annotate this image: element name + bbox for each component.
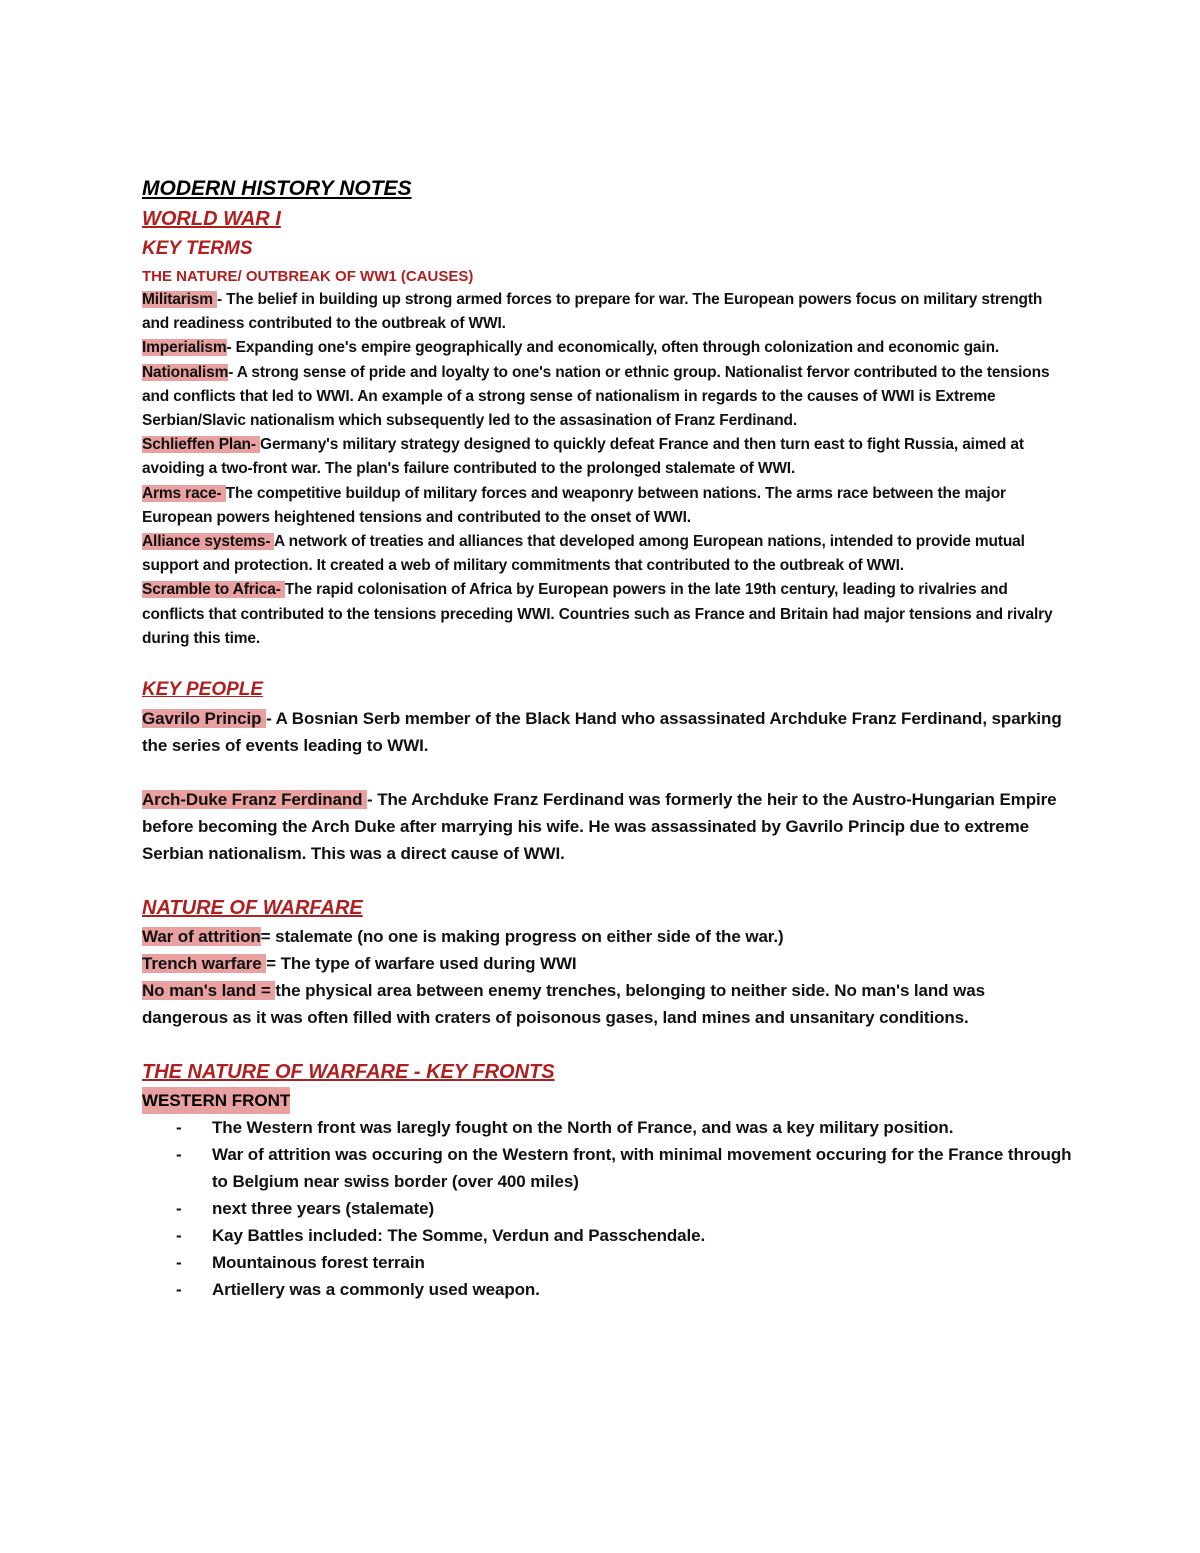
term-definition: Germany's military strategy designed to quickly defeat France and then turn east to fight Russia, aimed at avoiding a two-front war. The plan's failure contributed to the prolonged stalemate of WWI. <box>142 436 1024 478</box>
term-label: Nationalism <box>142 363 229 381</box>
document-title: MODERN HISTORY NOTES <box>142 177 412 200</box>
term-label: Militarism <box>142 291 218 308</box>
nature-of-warfare-section <box>142 893 1072 1031</box>
person-gavrilo-princip <box>142 705 1072 759</box>
warfare-war-of-attrition <box>142 923 1072 950</box>
dash-bullet: - <box>176 1145 182 1165</box>
warfare-term: No man's land = <box>142 981 276 1001</box>
list-item: - Kay Battles included: The Somme, Verdun and Passchendale. <box>142 1222 1072 1249</box>
term-label: Imperialism <box>142 339 227 357</box>
western-front-label: WESTERN FRONT <box>142 1087 290 1114</box>
person-description: - The Archduke Franz Ferdinand was formerly the heir to the Austro-Hungarian Empire before becoming the Arch Duke after marrying his wife. He was assassinated by Gavrilo Princip due to extreme Serbian nationalism. This was a direct cause of WWI. <box>142 790 1057 864</box>
warfare-no-mans-land <box>142 977 1072 1031</box>
term-label: Schlieffen Plan- <box>142 436 261 454</box>
document-page <box>142 174 1072 1303</box>
list-item: - next three years (stalemate) <box>142 1195 1072 1222</box>
warfare-definition: = The type of warfare used during WWI <box>266 954 577 974</box>
western-front-list <box>142 1114 1072 1303</box>
term-definition: A network of treaties and alliances that developed among European nations, intended to provide mutual support and protection. It created a web of military commitments that contributed to the outbreak of WWI. <box>142 533 1025 575</box>
term-alliance-systems <box>142 530 1072 578</box>
warfare-trench-warfare <box>142 950 1072 977</box>
term-militarism <box>142 288 1072 336</box>
term-definition: - The belief in building up strong armed forces to prepare for war. The European powers focus on military strength and readiness contributed to the outbreak of WWI. <box>142 291 1043 333</box>
list-item: - The Western front was laregly fought on the North of France, and was a key military position. <box>142 1114 1072 1141</box>
key-fronts-heading: THE NATURE OF WARFARE - KEY FRONTS <box>142 1061 555 1084</box>
term-definition: - A strong sense of pride and loyalty to one's nation or ethnic group. Nationalist fervor contributed to the tensions and conflicts that led to WWI. An example of a strong sense of nationalism in regards to the causes of WWI is Extreme Serbian/Slavic nationalism which subsequently led to the assasination of Franz Ferdinand. <box>142 363 1050 430</box>
term-label: Arms race- <box>142 484 226 502</box>
term-schlieffen-plan <box>142 433 1072 481</box>
term-label: Scramble to Africa- <box>142 581 285 599</box>
term-nationalism <box>142 361 1072 434</box>
section-title-ww1: WORLD WAR I <box>142 208 281 230</box>
list-item: - Mountainous forest terrain <box>142 1249 1072 1276</box>
warfare-definition: the physical area between enemy trenches, belonging to neither side. No man's land was dangerous as it was often filled with craters of poisonous gases, land mines and unsanitary conditions. <box>142 981 985 1028</box>
warfare-term: War of attrition <box>142 927 261 947</box>
list-item: - Artiellery was a commonly used weapon. <box>142 1276 1072 1303</box>
key-terms-heading: KEY TERMS <box>142 238 253 259</box>
warfare-definition: = stalemate (no one is making progress on either side of the war.) <box>260 927 784 947</box>
term-imperialism <box>142 336 1072 360</box>
key-fronts-section <box>142 1057 1072 1303</box>
causes-heading: THE NATURE/ OUTBREAK OF WW1 (CAUSES) <box>142 268 474 285</box>
list-item: - War of attrition was occuring on the Western front, with minimal movement occuring for the France through to Belgium near swiss border (over 400 miles) <box>142 1141 1072 1195</box>
term-definition: - Expanding one's empire geographically and economically, often through colonization and economic gain. <box>226 339 1000 357</box>
dash-bullet: - <box>176 1199 182 1219</box>
person-description: - A Bosnian Serb member of the Black Hand who assassinated Archduke Franz Ferdinand, sparking the series of events leading to WWI. <box>142 709 1062 756</box>
warfare-term: Trench warfare <box>142 954 267 974</box>
dash-bullet: - <box>176 1253 182 1273</box>
term-scramble-to-africa <box>142 578 1072 651</box>
dash-bullet: - <box>176 1118 182 1138</box>
term-arms-race <box>142 482 1072 530</box>
key-people-heading: KEY PEOPLE <box>142 679 264 701</box>
person-franz-ferdinand <box>142 786 1072 867</box>
person-name: Arch-Duke Franz Ferdinand <box>142 790 368 810</box>
dash-bullet: - <box>176 1280 182 1300</box>
term-definition: The competitive buildup of military forces and weaponry between nations. The arms race between the major European powers heightened tensions and contributed to the onset of WWI. <box>142 484 1006 526</box>
dash-bullet: - <box>176 1226 182 1246</box>
nature-of-warfare-heading: NATURE OF WARFARE <box>142 897 363 920</box>
term-definition: The rapid colonisation of Africa by European powers in the late 19th century, leading to rivalries and conflicts that contributed to the tensions preceding WWI. Countries such as France and Britain had major tensions and rivalry during this time. <box>142 581 1053 647</box>
person-name: Gavrilo Princip <box>142 709 267 729</box>
key-people-section <box>142 675 1072 867</box>
term-label: Alliance systems- <box>142 533 274 551</box>
